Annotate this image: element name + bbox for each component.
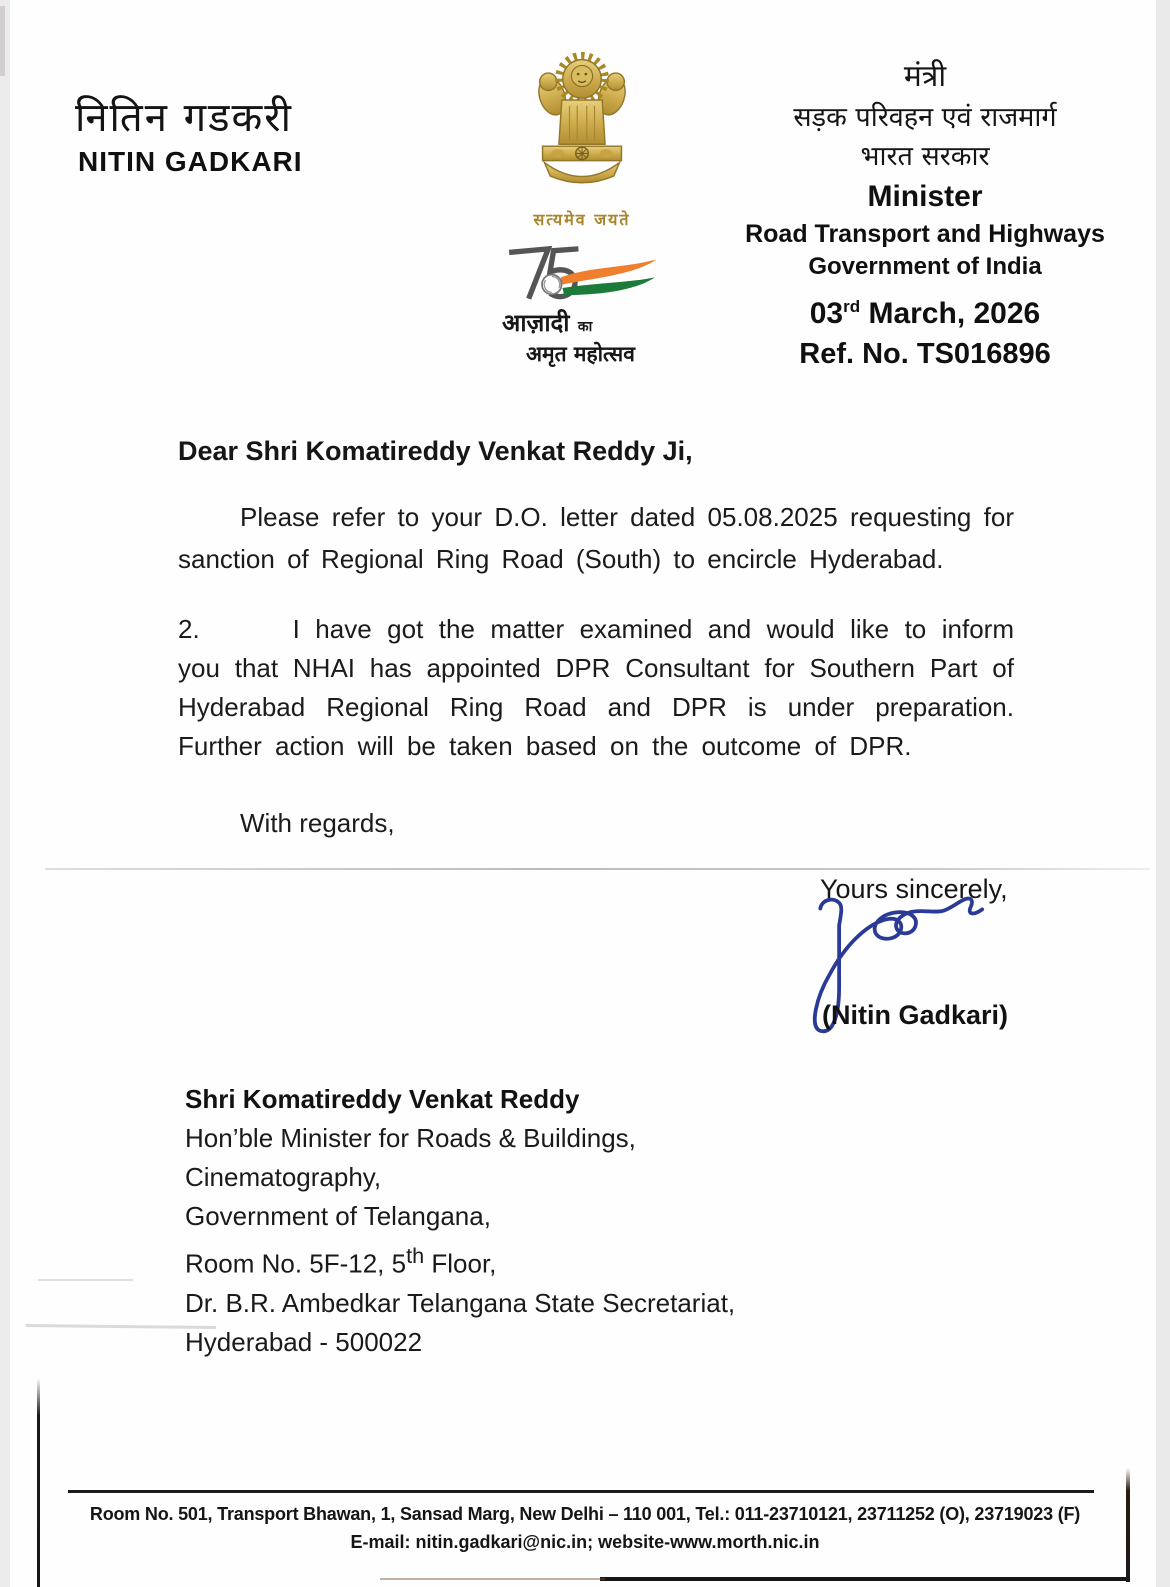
- regards-line: With regards,: [240, 808, 395, 838]
- salutation: Dear Shri Komatireddy Venkat Reddy Ji,: [178, 436, 693, 466]
- recipient-address: [185, 1080, 735, 1362]
- azadi-text-line1: आज़ादी का: [502, 309, 593, 337]
- azadi-ka-amrit-mahotsav-logo: [496, 240, 668, 367]
- sender-name-english: NITIN GADKARI: [78, 146, 303, 177]
- government: Government of India: [808, 253, 1042, 280]
- signer-name: (Nitin Gadkari): [822, 1000, 1009, 1030]
- minister-title: Minister: [867, 180, 983, 213]
- azadi-75-flag-icon: [502, 240, 662, 304]
- scan-edge-left: [0, 0, 10, 1587]
- reference-number: Ref. No. TS016896: [799, 338, 1051, 370]
- letter-date: 03rd March, 2026: [809, 297, 1041, 330]
- recipient-line: Hyderabad - 500022: [185, 1326, 423, 1357]
- azadi-text-line2: अमृत महोत्सव: [526, 342, 635, 366]
- scan-smudge-small: [38, 1279, 133, 1281]
- government-hindi: भारत सरकार: [860, 141, 990, 172]
- ministry-name: Road Transport and Highways: [745, 220, 1105, 248]
- scan-fold-line: [45, 868, 1150, 870]
- footer-contact: E-mail: nitin.gadkari@nic.in; website-www.morth.nic.in: [350, 1532, 820, 1552]
- emblem-motto: सत्यमेव जयते: [533, 210, 631, 229]
- sender-name-hindi: नितिन गडकरी: [75, 95, 293, 141]
- scan-edge-right: [1156, 0, 1170, 1587]
- recipient-line: Room No. 5F-12, 5th Floor,: [185, 1243, 497, 1279]
- scan-page-edge-bottom-faint: [380, 1578, 605, 1580]
- ministry-name-hindi: सड़क परिवहन एवं राजमार्ग: [793, 102, 1057, 133]
- scan-page-edge-bottom: [600, 1577, 1130, 1581]
- closing-line: Yours sincerely,: [820, 874, 1008, 904]
- scan-speck: [0, 6, 5, 76]
- footer-address: Room No. 501, Transport Bhawan, 1, Sansad Marg, New Delhi – 110 001, Tel.: 011-23710121, 23711252 (O), 23719023 (F): [89, 1504, 1081, 1524]
- ashoka-emblem-icon: [516, 50, 648, 202]
- minister-title-hindi: मंत्री: [903, 59, 947, 94]
- recipient-line: Dr. B.R. Ambedkar Telangana State Secretariat,: [185, 1287, 736, 1318]
- scan-page-edge-bottom-left: [37, 1378, 40, 1587]
- recipient-name: Shri Komatireddy Venkat Reddy: [185, 1084, 580, 1114]
- paragraph-2: 2. I have got the matter examined and would like to inform you that NHAI has appointed DPR Consultant for Southern Part of Hyderabad Regional Ring Road and DPR is under preparation. Further action will be taken based on the outcome of DPR.: [178, 614, 1014, 761]
- paragraph-1: Please refer to your D.O. letter dated 05.08.2025 requesting for sanction of Regional Ring Road (South) to encircle Hyderabad.: [178, 502, 1014, 574]
- footer-divider: [68, 1490, 1094, 1493]
- recipient-line: Government of Telangana,: [185, 1201, 491, 1231]
- recipient-line: Hon’ble Minister for Roads & Buildings,: [185, 1123, 636, 1153]
- header-center: [496, 50, 668, 367]
- scan-page-edge-bottom-right: [1126, 1468, 1130, 1582]
- header-right: [718, 56, 1132, 373]
- recipient-line: Cinematography,: [185, 1162, 382, 1192]
